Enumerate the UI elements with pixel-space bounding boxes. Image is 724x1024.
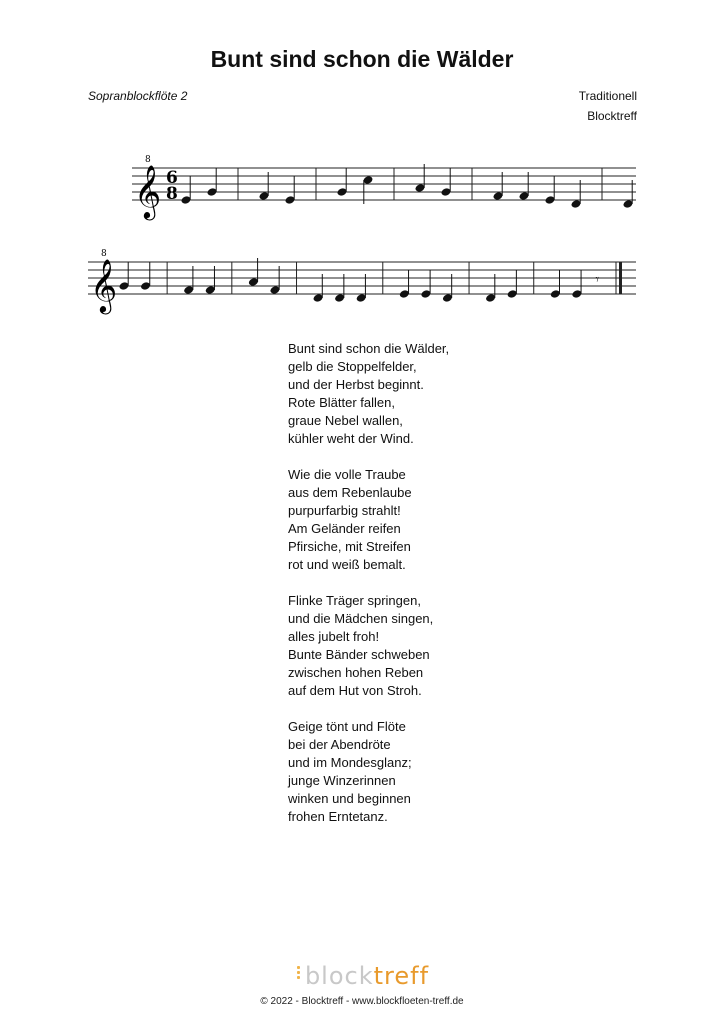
lyrics-line: kühler weht der Wind.	[288, 431, 414, 446]
lyrics-stanza	[288, 592, 528, 700]
final-bar-thick	[619, 262, 622, 294]
treble-clef-icon: 𝄞	[90, 258, 118, 312]
lyrics-line: Pfirsiche, mit Streifen	[288, 539, 411, 554]
lyrics-line: und die Mädchen singen,	[288, 611, 434, 626]
logo-text-accent: treff	[373, 962, 430, 990]
music-score	[0, 0, 724, 330]
octave-mark: 8	[145, 155, 151, 165]
octave-mark: 8	[101, 249, 107, 259]
lyrics-line: graue Nebel wallen,	[288, 413, 403, 428]
lyrics-stanza	[288, 718, 528, 826]
lyrics-line: und im Mondesglanz;	[288, 755, 412, 770]
lyrics-line: frohen Erntetanz.	[288, 809, 388, 824]
composer-label: Traditionell	[578, 89, 637, 103]
lyrics-line: rot und weiß bemalt.	[288, 557, 406, 572]
staff-row-1	[132, 155, 636, 220]
arranger-label: Blocktreff	[587, 109, 637, 123]
lyrics-line: Geige tönt und Flöte	[288, 719, 406, 734]
lyrics-line: junge Winzerinnen	[288, 773, 396, 788]
lyrics-line: auf dem Hut von Stroh.	[288, 683, 422, 698]
lyrics-stanza	[288, 466, 528, 574]
time-signature-bottom: 8	[166, 184, 178, 204]
logo-dots-icon	[295, 966, 303, 986]
blocktreff-logo	[0, 962, 724, 990]
treble-clef-icon: 𝄞	[134, 164, 162, 218]
lyrics-line: Flinke Träger springen,	[288, 593, 421, 608]
logo-text-main: block	[304, 962, 374, 990]
lyrics-line: Wie die volle Traube	[288, 467, 406, 482]
instrument-label: Sopranblockflöte 2	[88, 89, 188, 103]
lyrics-line: Rote Blätter fallen,	[288, 395, 395, 410]
lyrics-stanza	[288, 340, 528, 448]
eighth-rest-icon: 𝄾	[595, 272, 600, 288]
lyrics-line: purpurfarbig strahlt!	[288, 503, 401, 518]
lyrics-line: aus dem Rebenlaube	[288, 485, 412, 500]
lyrics-line: alles jubelt froh!	[288, 629, 380, 644]
lyrics-line: und der Herbst beginnt.	[288, 377, 424, 392]
lyrics-line: winken und beginnen	[288, 791, 411, 806]
lyrics-line: Bunte Bänder schweben	[288, 647, 430, 662]
lyrics-line: Bunt sind schon die Wälder,	[288, 341, 450, 356]
lyrics-line: zwischen hohen Reben	[288, 665, 424, 680]
lyrics-line: gelb die Stoppelfelder,	[288, 359, 417, 374]
page-title: Bunt sind schon die Wälder	[210, 46, 514, 72]
footer-copyright: © 2022 - Blocktreff - www.blockfloeten-treff.de	[260, 996, 464, 1007]
lyrics-line: Am Geländer reifen	[288, 521, 401, 536]
time-signature-top: 6	[166, 168, 178, 188]
staff-row-2	[88, 249, 636, 314]
lyrics-block	[288, 340, 528, 844]
lyrics-line: bei der Abendröte	[288, 737, 391, 752]
